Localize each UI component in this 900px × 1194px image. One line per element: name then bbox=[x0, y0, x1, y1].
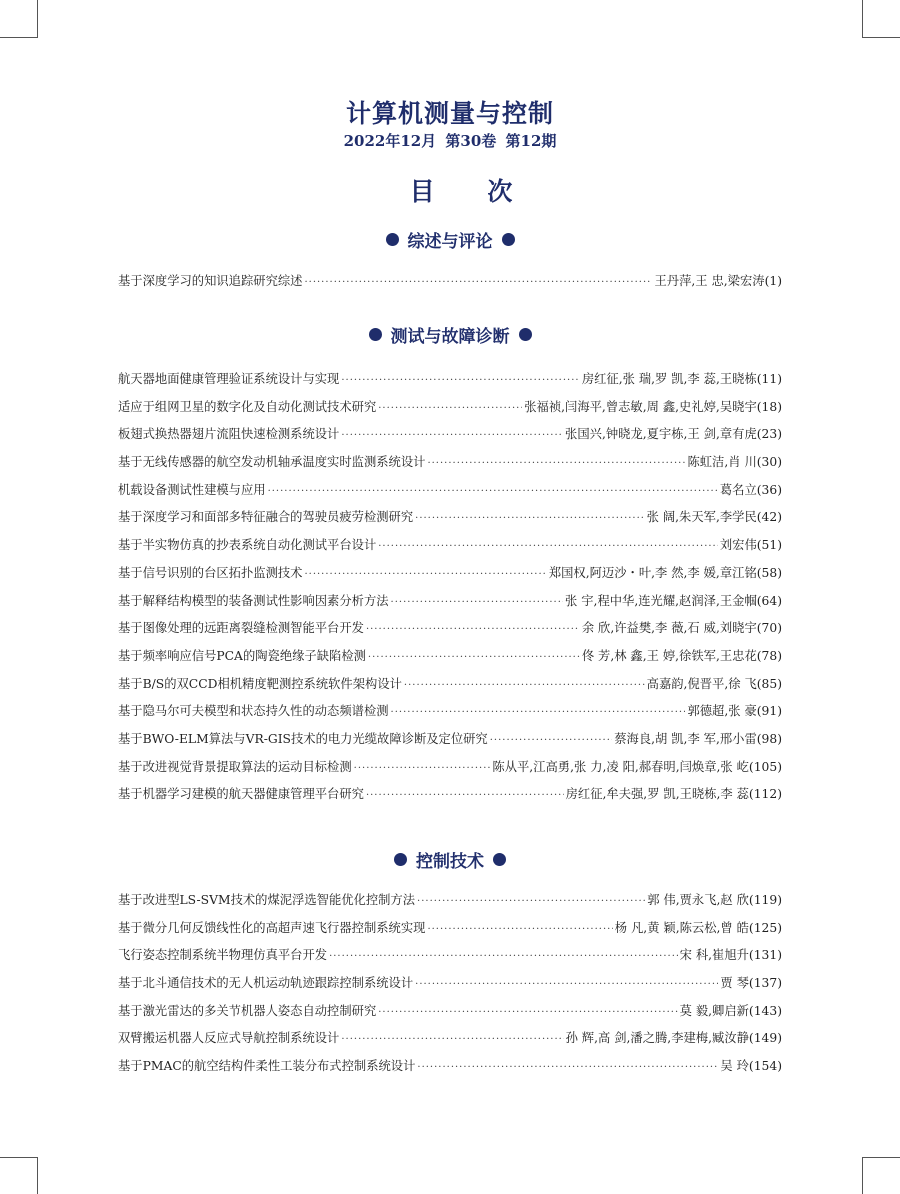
entry-title: 基于激光雷达的多关节机器人姿态自动控制研究 bbox=[118, 1003, 377, 1018]
crop-mark-bottom-right-h bbox=[862, 1157, 900, 1158]
bullet-icon bbox=[386, 233, 399, 246]
toc-entry[interactable] bbox=[118, 268, 782, 296]
entry-page: (112) bbox=[748, 787, 782, 802]
toc-entry[interactable] bbox=[118, 970, 782, 998]
toc-entry[interactable] bbox=[118, 671, 782, 699]
section-entries bbox=[118, 268, 782, 296]
entry-authors: 杨 凡,黄 颖,陈云松,曾 皓 bbox=[614, 920, 749, 935]
entry-page: (131) bbox=[748, 948, 782, 963]
entry-title: 基于隐马尔可夫模型和状态持久性的动态频谱检测 bbox=[118, 704, 389, 719]
entry-authors: 余 欣,许益樊,李 薇,石 威,刘晓宇 bbox=[581, 621, 757, 636]
toc-entry[interactable] bbox=[118, 915, 782, 943]
entry-title: 机载设备测试性建模与应用 bbox=[118, 482, 266, 497]
entry-title: 基于北斗通信技术的无人机运动轨迹跟踪控制系统设计 bbox=[118, 976, 414, 991]
dot-leader bbox=[366, 782, 564, 810]
toc-entry[interactable] bbox=[118, 1025, 782, 1053]
toc-entry[interactable] bbox=[118, 532, 782, 560]
entry-title: 基于图像处理的远距离裂缝检测智能平台开发 bbox=[118, 621, 364, 636]
entry-page: (125) bbox=[748, 920, 782, 935]
toc-entry[interactable] bbox=[118, 698, 782, 726]
section-heading-label: 测试与故障诊断 bbox=[390, 327, 510, 347]
entry-title: 基于BWO-ELM算法与VR-GIS技术的电力光缆故障诊断及定位研究 bbox=[118, 731, 488, 746]
toc-entry[interactable] bbox=[118, 1053, 782, 1081]
crop-mark-top-right-h bbox=[862, 37, 900, 38]
entry-authors: 刘宏伟 bbox=[719, 538, 757, 553]
section-entries bbox=[118, 887, 782, 1081]
section-heading-testing bbox=[0, 322, 900, 347]
entry-authors: 高嘉韵,倪晋平,徐 飞 bbox=[646, 676, 757, 691]
entry-authors: 葛名立 bbox=[719, 482, 757, 497]
section-entries bbox=[118, 366, 782, 809]
entry-title: 板翅式换热器翅片流阻快速检测系统设计 bbox=[118, 427, 340, 442]
section-heading-review bbox=[0, 227, 900, 252]
entry-title: 基于改进视觉背景提取算法的运动目标检测 bbox=[118, 759, 352, 774]
dot-leader bbox=[378, 395, 522, 423]
dot-leader bbox=[404, 672, 645, 700]
dot-leader bbox=[415, 505, 645, 533]
dot-leader bbox=[329, 943, 678, 971]
dot-leader bbox=[366, 616, 580, 644]
entry-title: 基于微分几何反馈线性化的高超声速飞行器控制系统实现 bbox=[118, 920, 426, 935]
dot-leader bbox=[391, 699, 686, 727]
entry-authors: 宋 科,崔旭升 bbox=[679, 948, 749, 963]
section-heading-label: 综述与评论 bbox=[407, 232, 493, 252]
bullet-icon bbox=[519, 328, 532, 341]
toc-entry[interactable] bbox=[118, 421, 782, 449]
entry-authors: 张福祯,闫海平,曾志敏,周 鑫,史礼婷,吴晓宇 bbox=[524, 399, 757, 414]
entry-page: (137) bbox=[748, 976, 782, 991]
entry-authors: 陈从平,江高勇,张 力,凌 阳,郝春明,闫焕章,张 屹 bbox=[492, 759, 749, 774]
toc-entry[interactable] bbox=[118, 560, 782, 588]
bullet-icon bbox=[394, 853, 407, 866]
dot-leader bbox=[268, 478, 718, 506]
entry-authors: 郭德超,张 豪 bbox=[687, 704, 757, 719]
crop-mark-top-right bbox=[862, 0, 863, 38]
toc-entry[interactable] bbox=[118, 887, 782, 915]
entry-page: (1) bbox=[764, 274, 782, 288]
entry-title: 基于信号识别的台区拓扑监测技术 bbox=[118, 565, 303, 580]
entry-authors: 张 阔,朱天军,李学民 bbox=[646, 510, 757, 525]
toc-entry[interactable] bbox=[118, 643, 782, 671]
toc-entry[interactable] bbox=[118, 394, 782, 422]
entry-page: (91) bbox=[756, 704, 782, 719]
entry-title: 航天器地面健康管理验证系统设计与实现 bbox=[118, 372, 340, 386]
entry-page: (42) bbox=[756, 510, 782, 525]
entry-page: (143) bbox=[748, 1003, 782, 1018]
toc-entry[interactable] bbox=[118, 615, 782, 643]
entry-title: 基于改进型LS-SVM技术的煤泥浮选智能优化控制方法 bbox=[118, 893, 416, 907]
entry-page: (18) bbox=[756, 399, 782, 414]
toc-entry[interactable] bbox=[118, 588, 782, 616]
entry-page: (149) bbox=[748, 1031, 782, 1046]
entry-title: 基于深度学习和面部多特征融合的驾驶员疲劳检测研究 bbox=[118, 510, 414, 525]
toc-entry[interactable] bbox=[118, 449, 782, 477]
entry-title: 基于频率响应信号PCA的陶瓷绝缘子缺陷检测 bbox=[118, 648, 366, 663]
entry-title: 基于深度学习的知识追踪研究综述 bbox=[118, 274, 303, 288]
section-heading-control bbox=[0, 847, 900, 872]
dot-leader bbox=[341, 422, 563, 450]
entry-authors: 张国兴,钟晓龙,夏宇栋,王 剑,章有虎 bbox=[565, 427, 757, 442]
entry-title: 适应于组网卫星的数字化及自动化测试技术研究 bbox=[118, 399, 377, 414]
bullet-icon bbox=[502, 233, 515, 246]
issue-info: 2022年12月 第30卷 第12期 bbox=[343, 132, 557, 150]
toc-entry[interactable] bbox=[118, 754, 782, 782]
entry-title: 基于无线传感器的航空发动机轴承温度实时监测系统设计 bbox=[118, 455, 426, 470]
crop-mark-bottom-right bbox=[862, 1157, 863, 1194]
entry-authors: 陈虹洁,肖 川 bbox=[687, 455, 757, 470]
entry-authors: 贾 琴 bbox=[720, 976, 749, 991]
dot-leader bbox=[391, 589, 564, 617]
entry-page: (98) bbox=[756, 731, 782, 746]
entry-page: (119) bbox=[748, 893, 782, 907]
crop-mark-top-left-h bbox=[0, 37, 38, 38]
toc-entry[interactable] bbox=[118, 366, 782, 394]
dot-leader bbox=[368, 644, 580, 672]
entry-authors: 莫 毅,卿启新 bbox=[679, 1003, 749, 1018]
toc-entry[interactable] bbox=[118, 726, 782, 754]
entry-page: (85) bbox=[756, 676, 782, 691]
section-heading-label: 控制技术 bbox=[416, 852, 484, 872]
entry-authors: 佟 芳,林 鑫,王 婷,徐铁军,王忠花 bbox=[581, 648, 757, 663]
dot-leader bbox=[417, 1054, 718, 1082]
bullet-icon bbox=[493, 853, 506, 866]
crop-mark-bottom-left bbox=[37, 1157, 38, 1194]
crop-mark-bottom-left-h bbox=[0, 1157, 38, 1158]
dot-leader bbox=[417, 888, 645, 916]
dot-leader bbox=[490, 727, 613, 755]
toc-title: 目 次 bbox=[409, 177, 535, 206]
toc-entry[interactable] bbox=[118, 477, 782, 505]
entry-title: 飞行姿态控制系统半物理仿真平台开发 bbox=[118, 948, 328, 963]
entry-authors: 张 宇,程中华,连光耀,赵润泽,王金帼 bbox=[565, 593, 757, 608]
entry-authors: 孙 辉,高 剑,潘之腾,李建梅,臧汝静 bbox=[565, 1031, 749, 1046]
dot-leader bbox=[378, 533, 718, 561]
entry-title: 基于半实物仿真的抄表系统自动化测试平台设计 bbox=[118, 538, 377, 553]
entry-page: (11) bbox=[756, 372, 782, 386]
crop-mark-top-left bbox=[37, 0, 38, 38]
dot-leader bbox=[304, 561, 546, 589]
dot-leader bbox=[354, 755, 491, 783]
entry-title: 基于解释结构模型的装备测试性影响因素分析方法 bbox=[118, 593, 389, 608]
toc-entry[interactable] bbox=[118, 781, 782, 809]
entry-authors: 房红征,牟夫强,罗 凯,王晓栋,李 蕊 bbox=[565, 787, 749, 802]
dot-leader bbox=[341, 367, 579, 395]
entry-authors: 郑国权,阿迈沙・叶,李 然,李 媛,章江铭 bbox=[548, 565, 757, 580]
entry-page: (78) bbox=[756, 648, 782, 663]
entry-authors: 吴 玲 bbox=[720, 1059, 749, 1074]
entry-page: (30) bbox=[756, 455, 782, 470]
entry-page: (154) bbox=[748, 1059, 782, 1074]
dot-leader bbox=[427, 450, 685, 478]
entry-title: 双臂搬运机器人反应式导航控制系统设计 bbox=[118, 1031, 340, 1046]
bullet-icon bbox=[369, 328, 382, 341]
dot-leader bbox=[378, 999, 677, 1027]
entry-page: (70) bbox=[756, 621, 782, 636]
entry-title: 基于机器学习建模的航天器健康管理平台研究 bbox=[118, 787, 364, 802]
journal-title: 计算机测量与控制 bbox=[345, 99, 554, 128]
toc-entry[interactable] bbox=[118, 998, 782, 1026]
entry-page: (58) bbox=[756, 565, 782, 580]
dot-leader bbox=[304, 269, 652, 297]
entry-authors: 蔡海良,胡 凯,李 军,邢小雷 bbox=[614, 731, 757, 746]
dot-leader bbox=[415, 971, 718, 999]
toc-entry[interactable] bbox=[118, 942, 782, 970]
entry-title: 基于PMAC的航空结构件柔性工装分布式控制系统设计 bbox=[118, 1059, 416, 1074]
entry-title: 基于B/S的双CCD相机精度靶测控系统软件架构设计 bbox=[118, 676, 402, 691]
dot-leader bbox=[341, 1026, 563, 1054]
entry-page: (105) bbox=[748, 759, 782, 774]
entry-page: (36) bbox=[756, 482, 782, 497]
dot-leader bbox=[427, 916, 612, 944]
entry-page: (23) bbox=[756, 427, 782, 442]
entry-page: (51) bbox=[756, 538, 782, 553]
toc-entry[interactable] bbox=[118, 504, 782, 532]
entry-authors: 王丹萍,王 忠,梁宏涛 bbox=[654, 274, 765, 288]
entry-page: (64) bbox=[756, 593, 782, 608]
entry-authors: 郭 伟,贾永飞,赵 欣 bbox=[647, 893, 749, 907]
entry-authors: 房红征,张 瑞,罗 凯,李 蕊,王晓栋 bbox=[581, 372, 757, 386]
